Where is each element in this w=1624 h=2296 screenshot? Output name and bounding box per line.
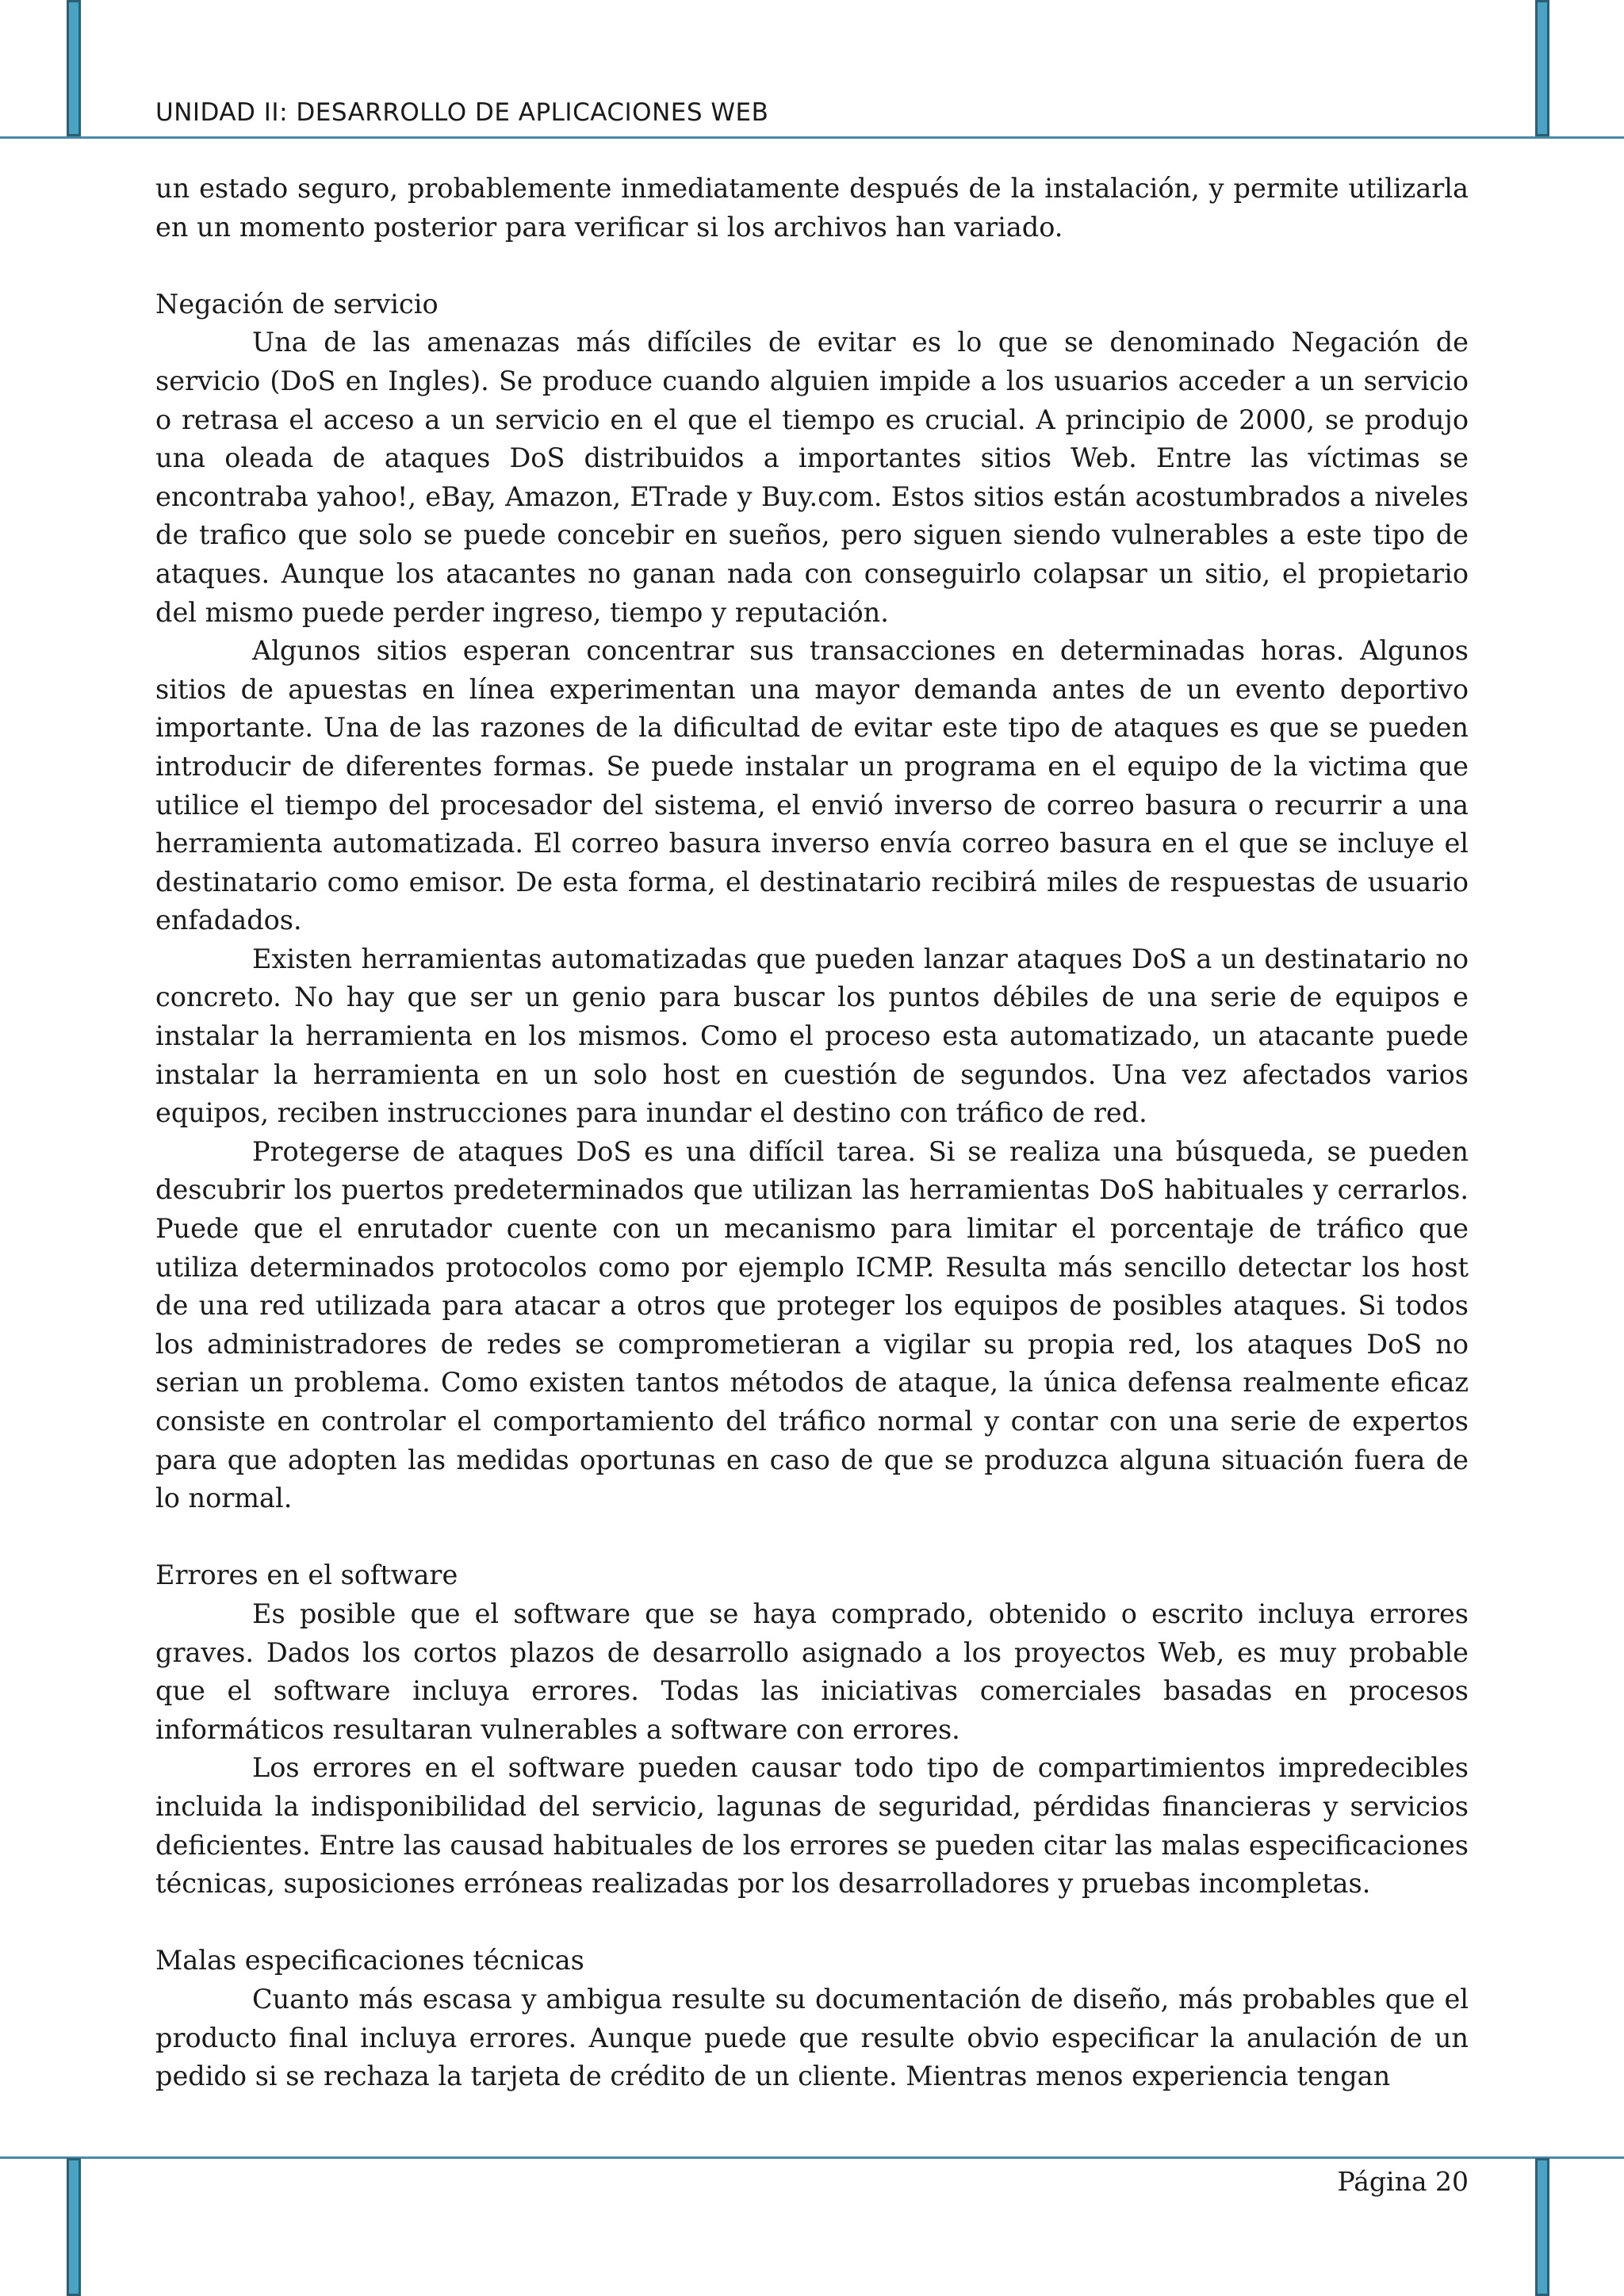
intro-paragraph: un estado seguro, probablemente inmediatamente después de la instalación, y permite utilizarla en un momento posterior para verificar si los archivos han variado. (155, 173, 1469, 243)
body-paragraph: Es posible que el software que se haya comprado, obtenido o escrito incluya errores graves. Dados los cortos plazos de desarrollo asignado a los proyectos Web, es muy probable que el software incluya errores. Todas las iniciativas comerciales basadas en procesos informáticos resultaran vulnerables a software con errores. (155, 1598, 1469, 1745)
body-paragraph: Existen herramientas automatizadas que pueden lanzar ataques DoS a un destinatario no concreto. No hay que ser un genio para buscar los puntos débiles de una serie de equipos e instalar la herramienta en los mismos. Como el proceso esta automatizado, un atacante puede instalar la herramienta en un solo host en cuestión de segundos. Una vez afectados varios equipos, reciben instrucciones para inundar el destino con tráfico de red. (155, 943, 1469, 1129)
running-header: UNIDAD II: DESARROLLO DE APLICACIONES WEB (155, 98, 769, 127)
section-heading: Errores en el software (155, 1559, 458, 1591)
bottom-left-accent-bar (67, 2158, 81, 2296)
top-right-accent-bar (1535, 0, 1549, 136)
body-paragraph: Los errores en el software pueden causar todo tipo de compartimientos impredecibles incluida la indisponibilidad del servicio, lagunas de seguridad, pérdidas financieras y servicios deficientes. Entre las causad habituales de los errores se pueden citar las malas especificaciones técnicas, suposiciones erróneas realizadas por los desarrolladores y pruebas incompletas. (155, 1752, 1469, 1900)
header-rule (0, 136, 1624, 139)
section-heading: Malas especificaciones técnicas (155, 1945, 584, 1976)
body-paragraph: Algunos sitios esperan concentrar sus transacciones en determinadas horas. Algunos sitios de apuestas en línea experimentan una mayor demanda antes de un evento deportivo importante. Una de las razones de la dificultad de evitar este tipo de ataques es que se pueden introducir de diferentes formas. Se puede instalar un programa en el equipo de la victima que utilice el tiempo del procesador del sistema, el envió inverso de correo basura o recurrir a una herramienta automatizada. El correo basura inverso envía correo basura en el que se incluye el destinatario como emisor. De esta forma, el destinatario recibirá miles de respuestas de usuario enfadados. (155, 635, 1469, 936)
page-number: Página 20 (1337, 2166, 1469, 2197)
body-paragraph: Cuanto más escasa y ambigua resulte su documentación de diseño, más probables que el producto final incluya errores. Aunque puede que resulte obvio especificar la anulación de un pedido si se rechaza la tarjeta de crédito de un cliente. Mientras menos experiencia tengan (155, 1983, 1469, 2092)
body-paragraph: Una de las amenazas más difíciles de evitar es lo que se denominado Negación de servicio (DoS en Ingles). Se produce cuando alguien impide a los usuarios acceder a un servicio o retrasa el acceso a un servicio en el que el tiempo es crucial. A principio de 2000, se produjo una oleada de ataques DoS distribuidos a importantes sitios Web. Entre las víctimas se encontraba yahoo!, eBay, Amazon, ETrade y Buy.com. Estos sitios están acostumbrados a niveles de trafico que solo se puede concebir en sueños, pero siguen siendo vulnerables a este tipo de ataques. Aunque los atacantes no ganan nada con conseguirlo colapsar un sitio, el propietario del mismo puede perder ingreso, tiempo y reputación. (155, 327, 1469, 628)
body-paragraph: Protegerse de ataques DoS es una difícil tarea. Si se realiza una búsqueda, se pueden descubrir los puertos predeterminados que utilizan las herramientas DoS habituales y cerrarlos. Puede que el enrutador cuente con un mecanismo para limitar el porcentaje de tráfico que utiliza determinados protocolos como por ejemplo ICMP. Resulta más sencillo detectar los host de una red utilizada para atacar a otros que proteger los equipos de posibles ataques. Si todos los administradores de redes se comprometieran a vigilar su propia red, los ataques DoS no serian un problema. Como existen tantos métodos de ataque, la única defensa realmente eficaz consiste en controlar el comportamiento del tráfico normal y contar con una serie de expertos para que adopten las medidas oportunas en caso de que se produzca alguna situación fuera de lo normal. (155, 1135, 1469, 1514)
top-left-accent-bar (67, 0, 81, 136)
bottom-right-accent-bar (1535, 2158, 1549, 2296)
footer-rule (0, 2156, 1624, 2159)
page-body (155, 170, 1469, 2096)
section-heading: Negación de servicio (155, 288, 439, 320)
